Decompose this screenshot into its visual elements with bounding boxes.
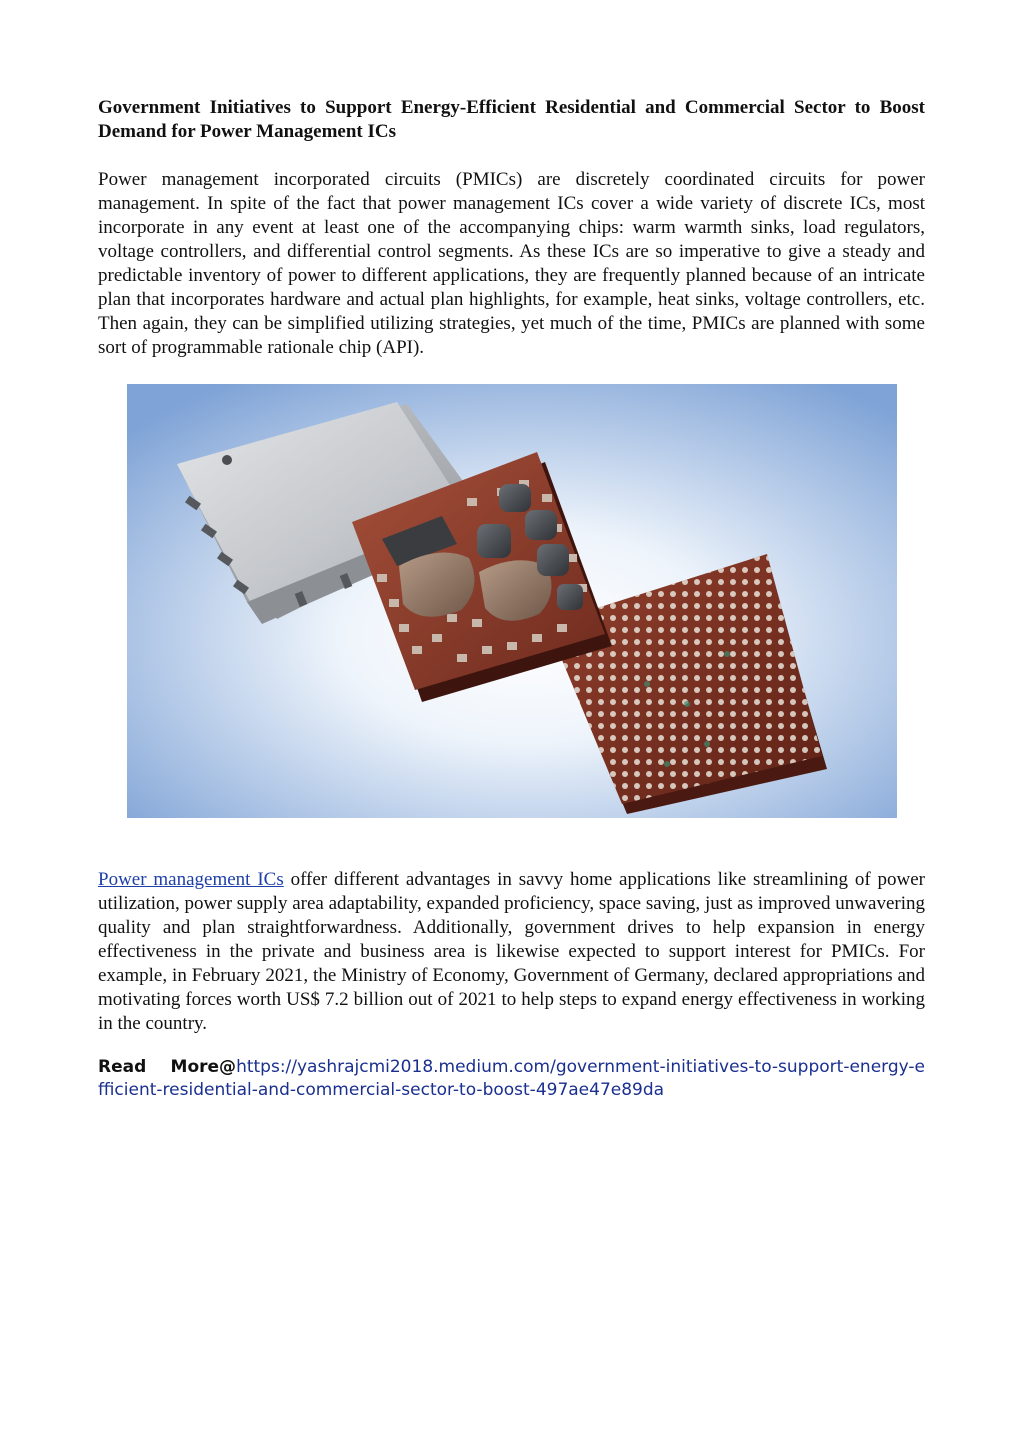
intro-paragraph: Power management incorporated circuits (PMICs) are discretely coordinated circuits for power management. In spite of the fact that power management ICs cover a wide variety of discrete ICs, most incorporate in any event at least one of the accompanying chips: warm warmth sinks, load regulators, voltage controllers, and differential control segments. As these ICs are so imperative to give a steady and predictable inventory of power to different applications, they are frequently planned because of an intricate plan that incorporates hardware and actual plan highlights, for example, heat sinks, voltage controllers, etc. Then again, they can be simplified utilizing strategies, yet much of the time, PMICs are planned with some sort of programmable rationale chip (API). — [98, 169, 925, 358]
read-more-line — [98, 1056, 925, 1102]
body-paragraph-text: offer different advantages in savvy home applications like streamlining of power utilization, power supply area adaptability, expanded proficiency, space saving, just as improved unwavering quality and plan straightforwardness. Additionally, government drives to help expansion in energy effectiveness in the private and business area is likewise expected to support interest for PMICs. For example, in February 2021, the Ministry of Economy, Government of Germany, declared appropriations and motivating forces worth US$ 7.2 billion out of 2021 to help steps to expand energy effectiveness in working in the country. — [98, 869, 925, 1034]
document-page — [98, 96, 925, 360]
article-title: Government Initiatives to Support Energy-Efficient Residential and Commercial Sector to Boost Demand for Power Management ICs — [98, 97, 925, 142]
read-more-url-link[interactable]: https://yashrajcmi2018.medium.com/government-initiatives-to-support-energy-efficient-residential-and-commercial-sector-to-boost-497ae47e89da — [98, 1057, 925, 1100]
body-paragraph — [98, 868, 925, 1036]
read-more-label: Read More@ — [98, 1057, 237, 1077]
pmic-chip-modules-photo-icon — [127, 384, 897, 818]
power-management-ics-link[interactable]: Power management ICs — [98, 869, 284, 890]
pmic-chip-figure — [127, 384, 897, 818]
